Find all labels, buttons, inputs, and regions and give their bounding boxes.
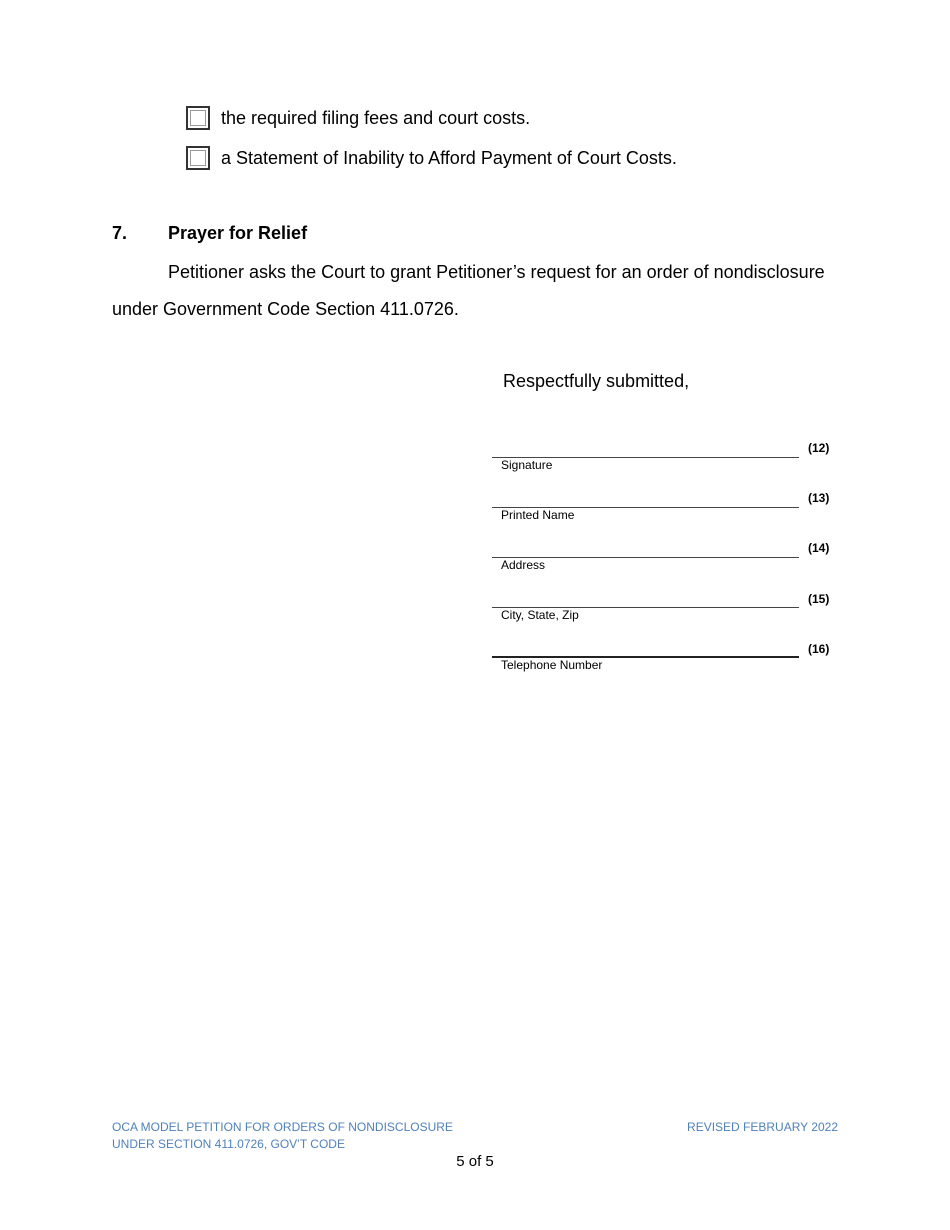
statement-of-inability-label: a Statement of Inability to Afford Payment of Court Costs. (221, 148, 677, 168)
city-state-zip-caption: City, State, Zip (501, 608, 579, 622)
telephone-number-caption: Telephone Number (501, 658, 603, 672)
section-body-line-1: Petitioner asks the Court to grant Petitioner’s request for an order of nondisclosure (168, 262, 825, 282)
city-state-zip-field-number: (15) (808, 592, 830, 606)
printed-name-caption: Printed Name (501, 508, 575, 522)
footer-form-title-line-1: OCA MODEL PETITION FOR ORDERS OF NONDISCLOSURE (112, 1120, 453, 1134)
telephone-number-field-number: (16) (808, 642, 830, 656)
section-number: 7. (112, 223, 128, 243)
section-body-line-2: under Government Code Section 411.0726. (112, 299, 459, 319)
payment-option-statement-of-inability (186, 144, 677, 172)
section-title: Prayer for Relief (168, 223, 308, 243)
page-number: 5 of 5 (456, 1153, 494, 1170)
footer-form-title-line-2: UNDER SECTION 411.0726, GOV’T CODE (112, 1137, 345, 1151)
address-caption: Address (501, 558, 546, 572)
closing-text: Respectfully submitted, (503, 371, 690, 391)
footer-revision-date: REVISED FEBRUARY 2022 (687, 1120, 838, 1134)
statement-of-inability-checkbox[interactable] (186, 146, 210, 170)
filing-fees-label: the required filing fees and court costs. (221, 108, 531, 128)
filing-fees-checkbox[interactable] (186, 106, 210, 130)
address-field-number: (14) (808, 541, 830, 555)
footer-form-title (112, 1119, 453, 1153)
section-heading (112, 223, 307, 244)
payment-option-filing-fees (186, 104, 530, 132)
printed-name-field-number: (13) (808, 491, 830, 505)
signature-caption: Signature (501, 458, 553, 472)
signature-field-number: (12) (808, 441, 830, 455)
